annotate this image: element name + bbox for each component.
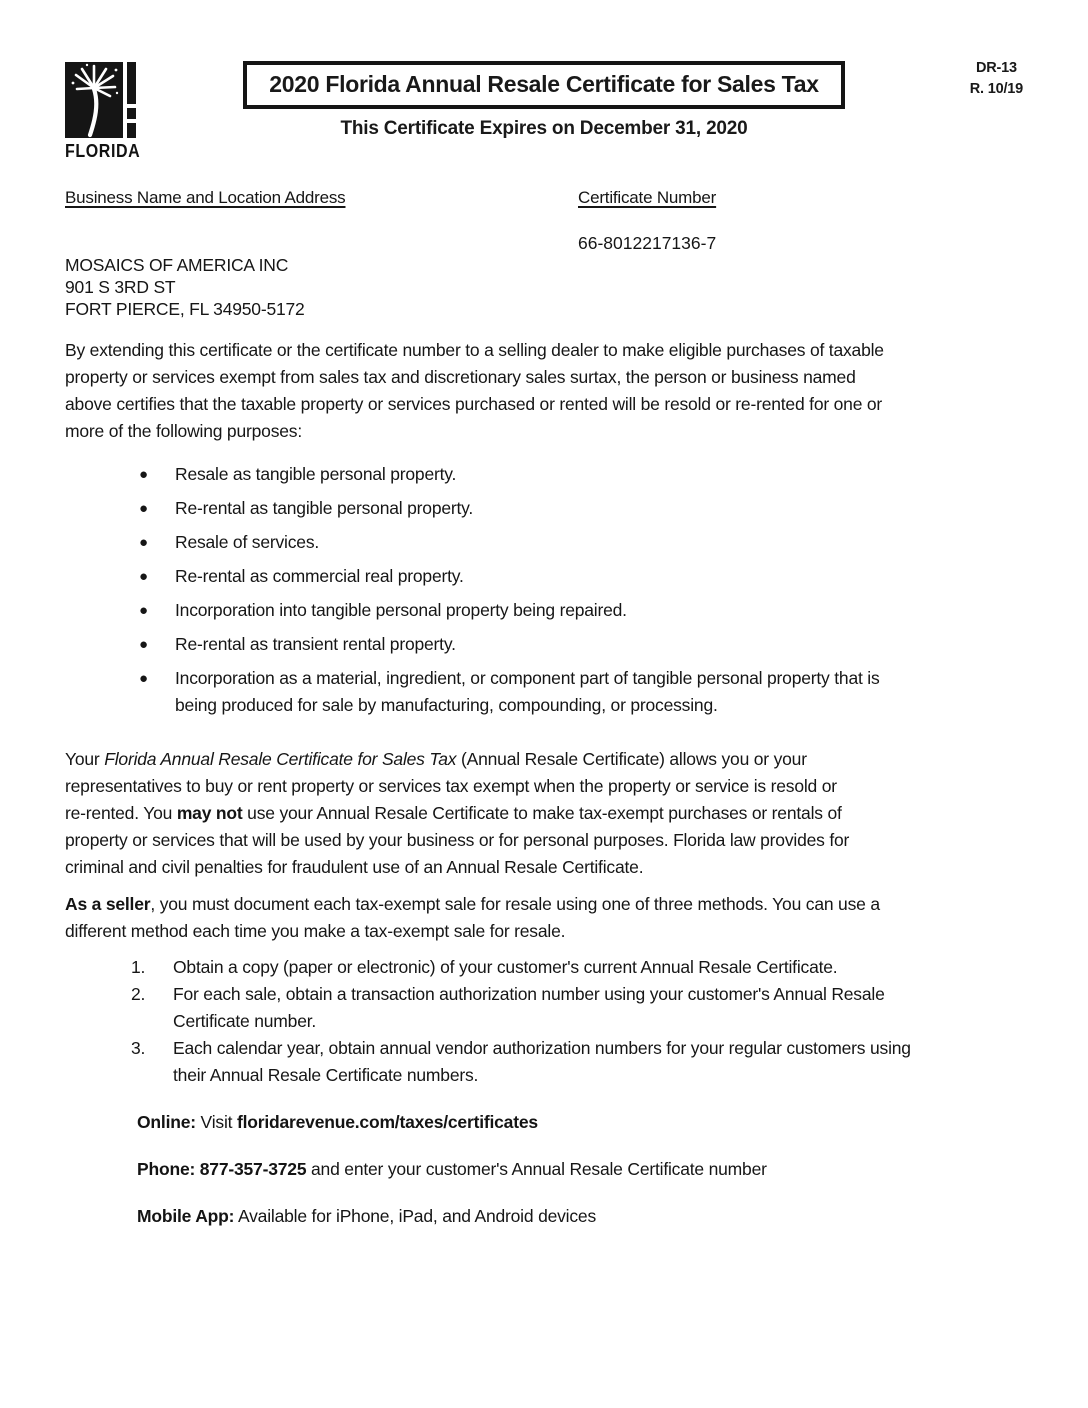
contact-block — [65, 1109, 1023, 1230]
form-code-block — [970, 58, 1023, 100]
method-text: Obtain a copy (paper or electronic) of your customer's current Annual Resale Certificate. — [173, 957, 838, 977]
online-line — [137, 1109, 1023, 1136]
method-item — [65, 954, 1023, 981]
logo-label: FLORIDA — [65, 142, 141, 162]
certificate-name-italic: Florida Annual Resale Certificate for Sales Tax — [104, 749, 457, 769]
certificates-url: floridarevenue.com/taxes/certificates — [236, 1112, 538, 1132]
certificate-column — [578, 188, 1023, 320]
page-title: 2020 Florida Annual Resale Certificate for Sales Tax — [269, 71, 819, 97]
purpose-text: Incorporation into tangible personal property being repaired. — [175, 600, 627, 620]
method-text: their Annual Resale Certificate numbers. — [173, 1065, 479, 1085]
method-text: For each sale, obtain a transaction authorization number using your customer's Annual Resale — [173, 984, 885, 1004]
palm-tree-icon — [65, 62, 139, 140]
seller-line: different method each time you make a tax-exempt sale for resale. — [65, 921, 566, 941]
certificate-label: Certificate Number — [578, 188, 717, 207]
usage-line — [65, 800, 1023, 827]
expires-line: This Certificate Expires on December 31, 2020 — [340, 118, 748, 139]
method-number: 2. — [131, 984, 146, 1004]
business-address-line2: FORT PIERCE, FL 34950-5172 — [65, 299, 305, 319]
usage-paragraph — [65, 746, 1023, 881]
seller-text: , you must document each tax-exempt sale for resale using one of three methods. You can use a — [150, 894, 880, 914]
form-code: DR-13 — [975, 60, 1017, 76]
phone-line — [137, 1156, 1023, 1183]
purpose-text: Re-rental as tangible personal property. — [175, 498, 474, 518]
intro-paragraph — [65, 337, 1023, 445]
certificate-number: 66-8012217136-7 — [578, 233, 717, 253]
bullet-icon: ● — [139, 466, 148, 483]
mobile-app-line — [137, 1203, 1023, 1230]
business-name: MOSAICS OF AMERICA INC — [65, 255, 289, 275]
usage-line: representatives to buy or rent property or services tax exempt when the property or service is resold or — [65, 776, 837, 796]
bullet-icon: ● — [139, 500, 148, 517]
as-a-seller-bold: As a seller — [65, 894, 151, 914]
method-item — [65, 981, 1023, 1035]
list-item — [137, 495, 1023, 522]
method-number: 3. — [131, 1038, 146, 1058]
intro-line: property or services exempt from sales tax and discretionary sales surtax, the person or business named — [65, 367, 856, 387]
list-item — [137, 597, 1023, 624]
bullet-icon: ● — [139, 670, 148, 687]
mobile-app-text: Available for iPhone, iPad, and Android devices — [234, 1206, 597, 1226]
business-address-block — [65, 254, 578, 320]
list-item — [137, 665, 1023, 719]
list-item — [137, 563, 1023, 590]
business-column — [65, 188, 578, 320]
intro-line: above certifies that the taxable property or services purchased or rented will be resold or re-rented for one or — [65, 394, 883, 414]
list-item — [137, 461, 1023, 488]
revision-code: R. 10/19 — [969, 81, 1023, 97]
bullet-icon: ● — [139, 636, 148, 653]
purpose-text: Resale of services. — [175, 532, 320, 552]
usage-text: (Annual Resale Certificate) allows you or your — [456, 749, 807, 769]
florida-dor-logo — [65, 62, 139, 160]
purpose-text: Incorporation as a material, ingredient, or component part of tangible personal property that is — [175, 668, 880, 688]
phone-text: and enter your customer's Annual Resale Certificate number — [306, 1159, 767, 1179]
title-area — [65, 58, 1023, 140]
seller-line — [65, 891, 1023, 918]
method-text: Each calendar year, obtain annual vendor authorization numbers for your regular customers using — [173, 1038, 911, 1058]
method-number: 1. — [131, 957, 146, 977]
title-box — [243, 61, 844, 109]
seller-paragraph — [65, 891, 1023, 945]
mobile-app-label: Mobile App: — [137, 1206, 235, 1226]
bullet-icon: ● — [139, 602, 148, 619]
purpose-text: Re-rental as commercial real property. — [175, 566, 464, 586]
method-item — [65, 1035, 1023, 1089]
list-item — [137, 631, 1023, 658]
intro-line: By extending this certificate or the certificate number to a selling dealer to make eligible purchases of taxable — [65, 340, 884, 360]
document-header — [65, 58, 1023, 178]
usage-line — [65, 746, 1023, 773]
online-text: Visit — [195, 1112, 237, 1132]
phone-label: Phone: 877-357-3725 — [137, 1159, 307, 1179]
usage-text: re-rented. You — [65, 803, 177, 823]
purposes-list — [65, 461, 1023, 719]
list-item — [137, 529, 1023, 556]
business-label: Business Name and Location Address — [65, 188, 346, 207]
methods-list — [65, 954, 1023, 1089]
purpose-text: Re-rental as transient rental property. — [175, 634, 456, 654]
usage-line: property or services that will be used by your business or for personal purposes. Florida law provides for — [65, 830, 850, 850]
intro-line: more of the following purposes: — [65, 421, 302, 441]
bullet-icon: ● — [139, 534, 148, 551]
info-row — [65, 188, 1023, 320]
bullet-icon: ● — [139, 568, 148, 585]
usage-text: use your Annual Resale Certificate to make tax-exempt purchases or rentals of — [242, 803, 842, 823]
usage-text: Your — [65, 749, 105, 769]
business-address-line1: 901 S 3RD ST — [65, 277, 176, 297]
usage-line: criminal and civil penalties for fraudulent use of an Annual Resale Certificate. — [65, 857, 644, 877]
online-label: Online: — [137, 1112, 196, 1132]
method-text: Certificate number. — [173, 1011, 317, 1031]
purpose-text: being produced for sale by manufacturing, compounding, or processing. — [175, 695, 718, 715]
may-not-bold: may not — [176, 803, 243, 823]
purpose-text: Resale as tangible personal property. — [175, 464, 457, 484]
